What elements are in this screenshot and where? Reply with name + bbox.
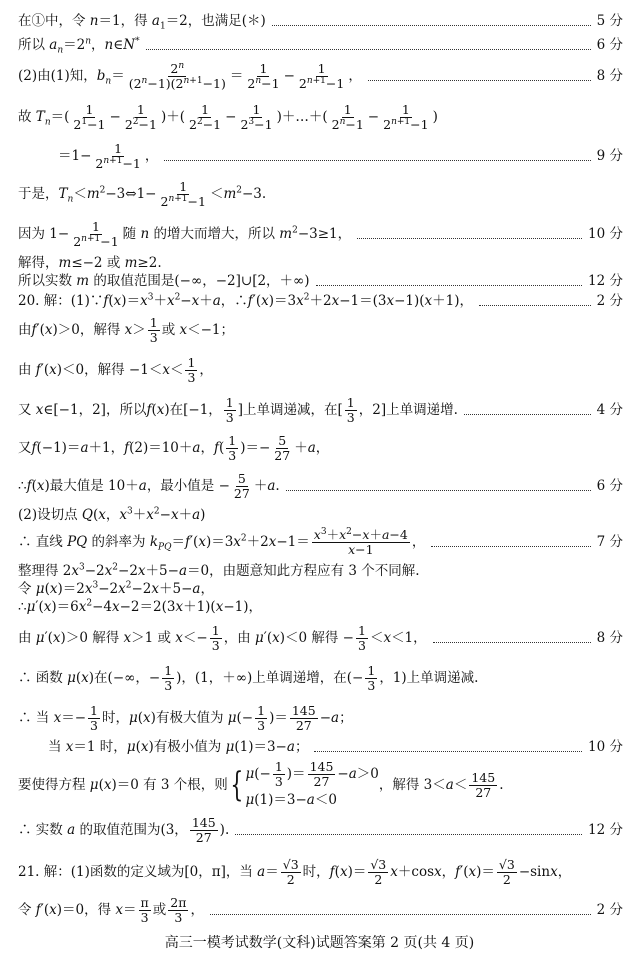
answer-line-22: ∴ 函数 μ(x)在(−∞，− $\frac{1}{3}$ )，(1，＋∞)上单调递增，在(− $\frac{1}{3}$ ，1)上单调递减. <box>18 662 479 693</box>
answer-line-14: 又f(−1)＝a＋1，f(2)＝10＋a，f( $\frac{1}{3}$ )＝− $\frac{5}{27}$ ＋a， <box>18 432 330 463</box>
score: 8 分 <box>596 68 623 84</box>
answer-line-24: 当 x＝1 时，μ(x)有极小值为 μ(1)＝3−a； 10 分 <box>48 739 623 755</box>
leader-dots <box>316 276 582 286</box>
leader-dots <box>146 40 591 50</box>
answer-line-6: 于是，$T_n<m^2-3\Leftrightarrow 1-$ $\frac{1}{2^{n+1}-1}$ $<m^2-3$. <box>18 178 267 209</box>
leader-dots <box>464 405 591 415</box>
answer-line-2: 所以 $a_n=2^n$，n∈N* 6 分 <box>18 36 623 56</box>
score: 2 分 <box>596 293 623 309</box>
answer-line-10: 20. 解：$(1)\because f(x)=x^3+x^2-x+a$，$\therefore f'(x)=3x^2+2x-1=(3x-1)(x+1)$， 2 分 <box>18 292 623 309</box>
answer-line-16: (2)设切点 Q(x，$x^3+x^2-x+a$) <box>18 506 206 523</box>
score: 7 分 <box>596 534 623 550</box>
answer-line-8: 解得，m≤−2 或 m≥2. <box>18 255 162 271</box>
answer-line-19: 令 $\mu(x)=2x^3-2x^2-2x+5-a$， <box>18 580 214 597</box>
leader-dots <box>164 151 590 161</box>
answer-line-4: 故 $T_n=$( $\frac{1}{2^1-1}$ − $\frac{1}{2^2-1}$ )＋( $\frac{1}{2^2-1}$ − $\frac{1}{2^3-1}$ )＋…＋( $\frac{1}{2^n-1}$ − $\frac{1}{2^{n+1}-1}$ ) <box>18 101 438 132</box>
answer-line-13: 又 x∈[−1，2]，所以f(x)在[−1， $\frac{1}{3}$ ]上单调递减，在[ $\frac{1}{3}$ ，2]上单调递增. 4 分 <box>18 394 623 425</box>
answer-line-9: 所以实数 m 的取值范围是(−∞，−2]∪[2，＋∞) 12 分 <box>18 273 623 289</box>
leader-dots <box>433 633 591 643</box>
answer-line-5: ＝1− $\frac{1}{2^{n+1}-1}$ ， 9 分 <box>58 140 623 171</box>
answer-line-17: ∴ 直线 PQ 的斜率为 $k_{PQ}=f'(x)=3x^2+2x-1=$ $\frac{x^3+x^2-x+a-4}{x-1}$ ， 7 分 <box>18 526 623 557</box>
leader-dots <box>235 825 582 835</box>
answer-line-28: 令 f′(x)＝0，得 x＝ $\frac{\pi}{3}$ 或 $\frac{2\pi}{3}$ ， 2 分 <box>18 894 623 925</box>
score: 6 分 <box>596 478 623 494</box>
score: 5 分 <box>596 13 623 29</box>
answer-line-18: 整理得 $2x^3-2x^2-2x+5-a=0$，由题意知此方程应有 3 个不同解. <box>18 562 420 579</box>
leader-dots <box>286 481 591 491</box>
leader-dots <box>431 537 590 547</box>
leader-dots <box>479 296 591 306</box>
score: 9 分 <box>596 148 623 164</box>
answer-line-12: 由 f′(x)＜0，解得 −1＜x＜ $\frac{1}{3}$ ， <box>18 354 213 385</box>
leader-dots <box>210 905 591 915</box>
leader-dots <box>272 16 591 26</box>
score: 2 分 <box>596 902 623 918</box>
score: 10 分 <box>588 226 623 242</box>
answer-line-3: (2)由(1)知，$b_n=$ $\frac{2^n}{(2^n-1)(2^{n+1}-1)}$ ＝ $\frac{1}{2^n-1}$ − $\frac{1}{2^{n+1}-1}$ ， 8 分 <box>18 60 623 91</box>
answer-line-20: $\therefore\mu'(x)=6x^2-4x-2=2(3x+1)(x-1)$， <box>18 598 262 615</box>
score: 4 分 <box>596 402 623 418</box>
answer-line-27: 21. 解：(1)函数的定义域为[0，π]，当 a＝ $\frac{√3}{2}$ 时，f(x)＝ $\frac{√3}{2}$ x＋cosx，f′(x)＝ $\frac{√3}{2}$ −sinx， <box>18 856 572 887</box>
leader-dots <box>314 742 582 752</box>
score: 12 分 <box>588 822 623 838</box>
answer-line-21: 由 μ′(x)＞0 解得 x＞1 或 x＜− $\frac{1}{3}$ ，由 μ′(x)＜0 解得 − $\frac{1}{3}$ ＜x＜1， 8 分 <box>18 622 623 653</box>
leader-dots <box>368 71 591 81</box>
answer-line-15: ∴f(x)最大值是 10＋a，最小值是 − $\frac{5}{27}$ ＋a. 6 分 <box>18 470 623 501</box>
score: 10 分 <box>588 739 623 755</box>
answer-line-23: ∴ 当 x＝− $\frac{1}{3}$ 时，μ(x)有极大值为 μ(− $\frac{1}{3}$ )＝ $\frac{145}{27}$ −a； <box>18 702 353 733</box>
score: 6 分 <box>596 37 623 53</box>
leader-dots <box>357 229 582 239</box>
page-footer: 高三一模考试数学(文科)试题答案第 2 页(共 4 页) <box>164 935 475 951</box>
answer-line-1: 在①中，令 n＝1，得 $a_1=2$，也满足(＊) 5 分 <box>18 13 623 32</box>
score: 8 分 <box>596 630 623 646</box>
answer-line-25: 要使得方程 μ(x)＝0 有 3 个根，则{ μ(− $\frac{1}{3}$ )＝ $\frac{145}{27}$ −a＞0 μ(1)＝3−a＜0 ，解得 3＜a＜ $\frac{145}{27}$ . <box>18 758 504 808</box>
answer-line-11: 由f′(x)＞0，解得 x＞ $\frac{1}{3}$ 或 x＜−1； <box>18 314 235 345</box>
score: 12 分 <box>588 273 623 289</box>
answer-line-7: 因为 1− $\frac{1}{2^{n+1}-1}$ 随 n 的增大而增大，所以 $m^2-3\ge 1$， 10 分 <box>18 218 623 249</box>
answer-line-26: ∴ 实数 a 的取值范围为(3， $\frac{145}{27}$ ). 12 分 <box>18 814 623 845</box>
